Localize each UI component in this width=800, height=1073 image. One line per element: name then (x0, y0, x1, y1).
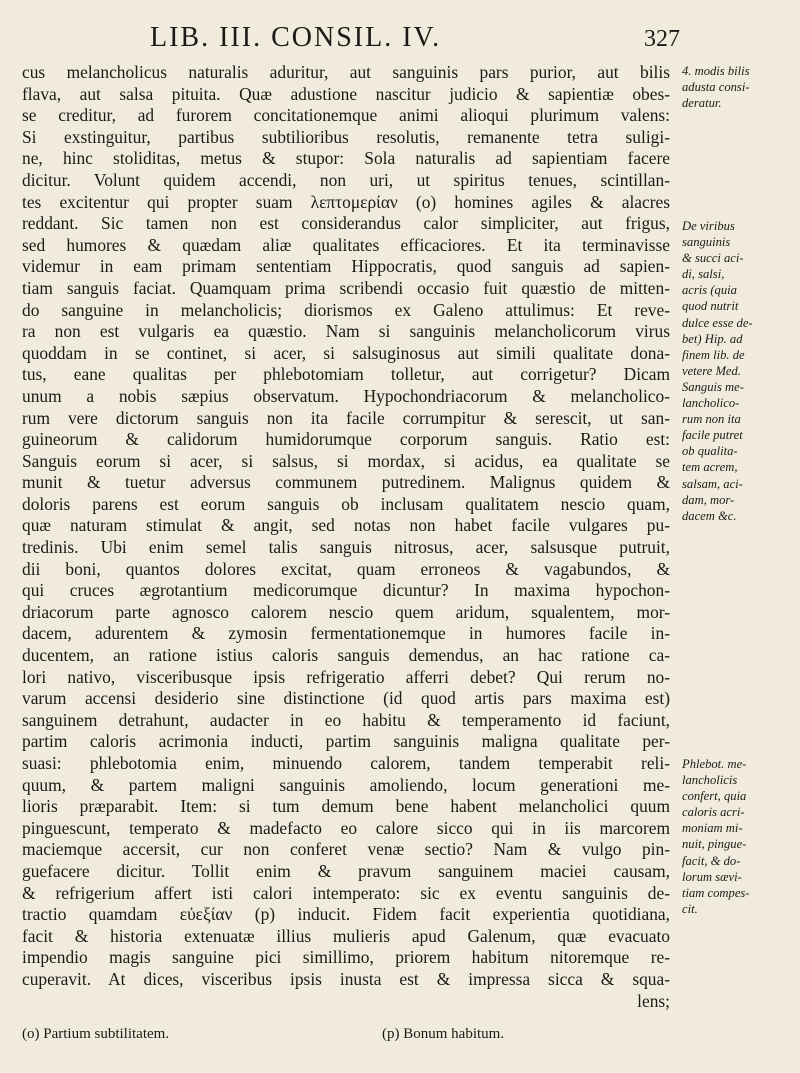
text-line: se creditur, ad furorem concitationemque animi alioqui plurimum valens: (22, 105, 670, 126)
text-line: ne, hinc stoliditas, metus & stupor: Sola naturalis ad sapientiam facere (22, 148, 670, 169)
margin-note-line: dacem &c. (682, 508, 737, 523)
text-line: varum accensi desiderio sine distinctione (id quod artis pars maxima est) (22, 688, 670, 709)
text-line: sanguinem detrahunt, audacter in eo habitu & temperamento id faciunt, (22, 709, 670, 730)
text-line: lens; (637, 990, 670, 1011)
margin-note-line: Phlebot. me- (682, 757, 747, 771)
text-line: cus melancholicus naturalis aduritur, aut sanguinis pars purior, aut bilis (22, 62, 670, 82)
text-line: tes excitentur qui propter suam λεπτομερίαν (o) homines agiles & alacres (22, 191, 670, 212)
margin-note-line: moniam mi- (682, 821, 743, 836)
text-line: quoddam in se continet, si acer, si salsuginosus aut simili qualitate dona- (22, 342, 670, 363)
margin-note-line: confert, quia (682, 789, 747, 804)
margin-note-line: adusta consi- (682, 80, 750, 95)
text-line: Sanguis eorum si acer, si salsus, si mordax, si acidus, ea qualitate se (22, 450, 670, 471)
text-line: guineorum & calidorum humidorumque corporum sanguis. Ratio est: (22, 429, 670, 450)
text-line: rum vere dictorum sanguis non ita facile corrumpitur & serescit, ut san- (22, 407, 670, 428)
margin-note-line: vetere Med. (682, 363, 741, 378)
margin-note-line: caloris acri- (682, 805, 745, 820)
margin-note-line: & succi aci- (682, 251, 744, 266)
margin-note-line: finem lib. de (682, 347, 745, 362)
main-text-block (22, 62, 670, 1012)
margin-note-line: sanguinis (682, 235, 731, 250)
text-line: maciemque accersit, cur non conferet venæ sectio? Nam & vulgo pin- (22, 839, 670, 860)
text-line: pinguescunt, temperato & madefacto eo calore sicco qui in iis marcorem (22, 817, 670, 838)
text-line: reddant. Sic tamen non est considerandus calor simpliciter, aut frigus, (22, 213, 670, 234)
text-line: driacorum parte agnosco calorem nescio quem aridum, squalentem, mor- (22, 601, 670, 622)
text-line: cuperavit. At dices, visceribus ipsis inusta est & impressa sicca & squa- (22, 968, 670, 989)
page-header (150, 22, 680, 54)
margin-note-line: nuit, pingue- (682, 837, 747, 852)
text-line: doloris parens est eorum sanguis ob inclusam qualitatem nescio quam, (22, 493, 670, 514)
text-line: dacem, adurentem & zymosin fermentationemque in humores facile in- (22, 623, 670, 644)
margin-note-line: De viribus (682, 219, 735, 233)
text-line: tus, eane qualitas per phlebotomiam tolletur, aut corrigetur? Dicam (22, 364, 670, 385)
text-line: flava, aut salsa pituita. Quæ adustione nascitur judicio & sapientiæ obes- (22, 83, 670, 104)
margin-note-line: 4. modis bilis (682, 64, 750, 78)
page-number: 327 (644, 26, 680, 52)
margin-note-line: di, salsi, (682, 267, 725, 282)
margin-note-line: lancholico- (682, 396, 740, 411)
footnote-o: (o) Partium subtilitatem. (22, 1026, 170, 1042)
margin-note-line: bet) Hip. ad (682, 331, 743, 346)
text-line: lioris præparabit. Item: si tum demum bene habent melancholici quum (22, 796, 670, 817)
margin-note-line: cit. (682, 901, 698, 916)
text-line: do sanguine in melancholicis; diorismos ex Galeno attulimus: Et reve- (22, 299, 670, 320)
text-line: quum, & partem maligni sanguinis amoliendo, locum generationi me- (22, 774, 670, 795)
margin-note-line: tem acrem, (682, 460, 738, 475)
text-line: guefacere dicitur. Tollit enim & pravum sanguinem maciei causam, (22, 860, 670, 881)
margin-note-line: Sanguis me- (682, 379, 744, 394)
margin-note (682, 63, 794, 111)
margin-note-line: salsam, aci- (682, 476, 743, 491)
footnote-p: (p) Bonum habitum. (382, 1026, 505, 1042)
margin-note-line: deratur. (682, 96, 722, 111)
text-line: tredinis. Ubi enim semel talis sanguis nitrosus, acer, salsusque putruit, (22, 537, 670, 558)
margin-note-line: quod nutrit (682, 299, 739, 314)
text-line: munit & tuetur adversus communem putredinem. Malignus quidem & (22, 472, 670, 493)
text-line: impendio magis sanguine pici simillimo, priorem habitum nitoremque re- (22, 947, 670, 968)
text-line: sed humores & quædam aliæ qualitates efficaciores. Et ita terminavisse (22, 234, 670, 255)
text-line: ra non est vulgaris ea quæstio. Nam si sanguinis melancholicorum virus (22, 321, 670, 342)
text-line: tiam sanguis faciat. Quamquam prima scribendi occasio fuit quæstio de mitten- (22, 277, 670, 298)
margin-note-line: facile putret (682, 428, 743, 443)
margin-note (682, 218, 794, 524)
margin-note-line: lorum sævi- (682, 869, 742, 884)
margin-note-line: facit, & do- (682, 853, 741, 868)
text-line: & refrigerium affert isti calori intemperato: sic ex eventu sanguinis de- (22, 882, 670, 903)
text-line: Si exstinguitur, partibus subtilioribus resolutis, remanente tetra suligi- (22, 126, 670, 147)
margin-note-line: lancholicis (682, 773, 738, 788)
text-line: partim caloris acrimonia inducti, partim sanguinis maligna qualitate per- (22, 731, 670, 752)
text-line: lori nativo, visceribusque ipsis refrigeratio afferri debet? Qui rerum no- (22, 666, 670, 687)
text-line: suasi: phlebotomia enim, minuendo calorem, tandem temperabit reli- (22, 753, 670, 773)
margin-note (682, 756, 794, 917)
text-line: tractio quamdam εὐεξίαν (p) inducit. Fidem facit experientia quotidiana, (22, 904, 670, 925)
margin-note-line: acris (quia (682, 283, 737, 298)
running-head: LIB. III. CONSIL. IV. (150, 22, 442, 53)
margin-note-line: dam, mor- (682, 492, 735, 507)
margin-note-line: tiam compes- (682, 885, 750, 900)
text-line: facit & historia extenuatæ illius mulieris apud Galenum, quæ evacuato (22, 925, 670, 946)
margin-note-line: dulce esse de- (682, 315, 753, 330)
text-line: ducentem, an ratione istius caloris sanguis demendus, an hac ratione ca- (22, 645, 670, 666)
text-line: dicitur. Volunt quidem accendi, non uri, ut spiritus tenues, scintillan- (22, 169, 670, 190)
margin-note-line: rum non ita (682, 412, 741, 427)
text-line: dii boni, quantos dolores excitat, quam erroneos & vagabundos, & (22, 558, 670, 579)
margin-note-line: ob qualita- (682, 444, 738, 459)
text-line: unum a nobis sæpius observatum. Hypochondriacorum & melancholico- (22, 385, 670, 406)
text-line: quæ naturam stimulat & angit, sed notas non habet facile vulgares pu- (22, 515, 670, 536)
text-line: qui cruces ægrotantium medicorumque dicuntur? In maxima hypochon- (22, 580, 670, 601)
text-line: videmur in eam primam sententiam Hippocratis, quod sanguis ad sapien- (22, 256, 670, 277)
